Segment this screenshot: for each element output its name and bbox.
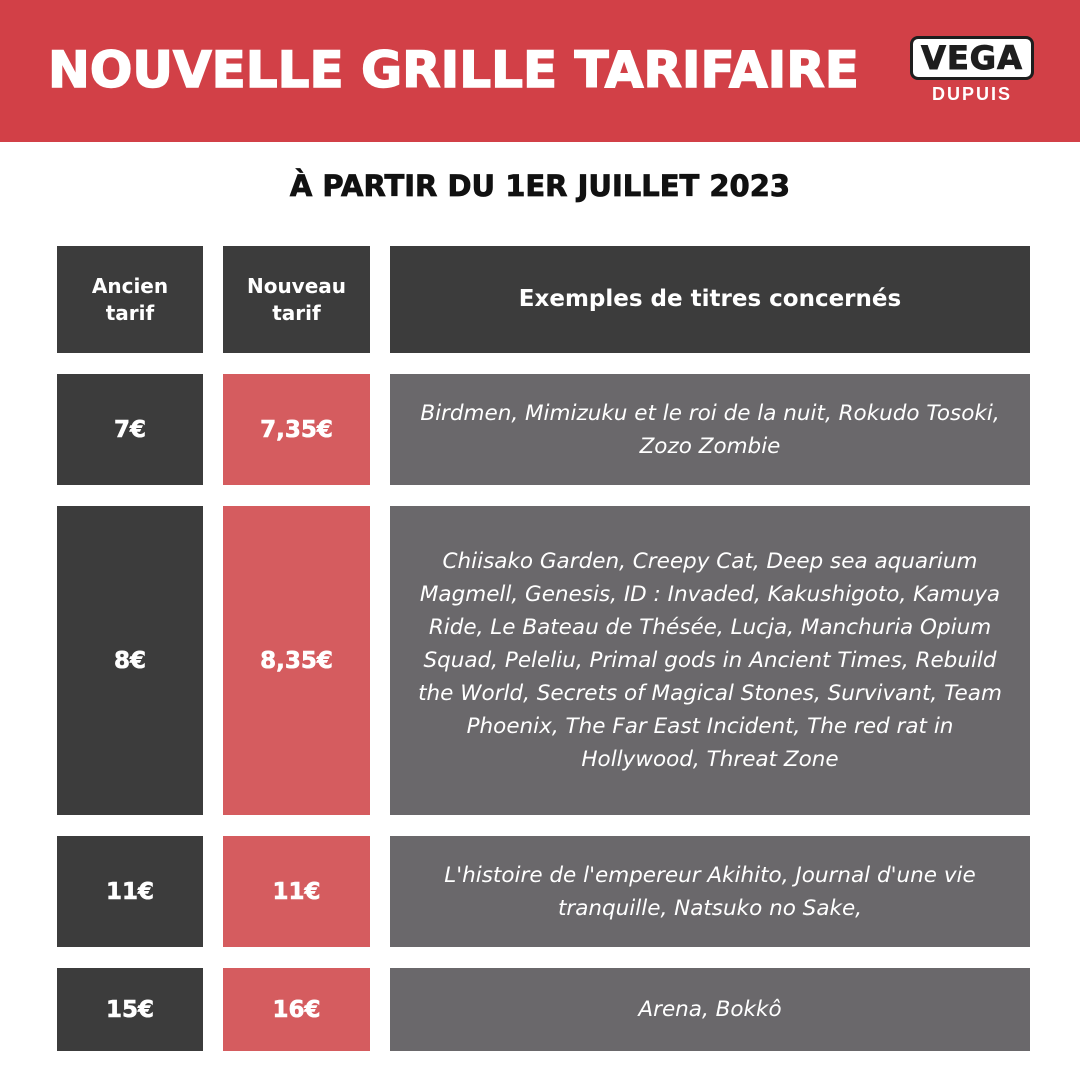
new-price-value: 16€ [272,996,321,1023]
logo-wordmark: VEGA [921,39,1023,77]
column-header-new-price-label: Nouveau tarif [246,273,347,325]
old-price-value: 11€ [105,878,154,905]
page-title: NOUVELLE GRILLE TARIFAIRE [48,41,859,99]
titles-text: L'histoire de l'empereur Akihito, Journal d'une vie tranquille, Natsuko no Sake, [444,862,976,921]
new-price-value: 7,35€ [260,416,333,443]
table-row-titles [390,836,1030,947]
titles-text: Birdmen, Mimizuku et le roi de la nuit, Rokudo Tosoki, Zozo Zombie [420,400,1000,459]
column-header-old-price-label: Ancien tarif [91,273,169,325]
table-row-old-price [57,374,203,485]
table-row-new-price [223,836,370,947]
header-banner [0,0,1080,142]
table-row-old-price [57,968,203,1051]
table-row-titles [390,506,1030,815]
table-row-titles [390,374,1030,485]
new-price-value: 8,35€ [260,647,333,674]
table-row-new-price [223,968,370,1051]
titles-text: Arena, Bokkô [638,997,782,1022]
column-header-old-price [57,246,203,353]
table-row-new-price [223,374,370,485]
table-row-old-price [57,836,203,947]
old-price-value: 8€ [113,647,146,674]
column-header-titles-label: Exemples de titres concernés [518,286,902,312]
column-header-titles [390,246,1030,353]
table-row-old-price [57,506,203,815]
column-header-new-price [223,246,370,353]
old-price-value: 7€ [113,416,146,443]
effective-date: À PARTIR DU 1ER JUILLET 2023 [289,169,791,203]
old-price-value: 15€ [105,996,154,1023]
table-row-new-price [223,506,370,815]
table-row-titles [390,968,1030,1051]
logo-subtitle: DUPUIS [931,84,1012,104]
vega-logo [910,36,1034,80]
new-price-value: 11€ [272,878,321,905]
titles-text: Chiisako Garden, Creepy Cat, Deep sea aquarium Magmell, Genesis, ID : Invaded, Kakushigoto, Kamuya Ride, Le Bateau de Thésée, Lucja, Manchuria Opium Squad, Peleliu, Primal gods in Ancient Times, Rebuild the World, Secrets of Magical Stones, Survivant, Team Phoenix, The Far East Incident, The red rat in Hollywood, Threat Zone [418,549,1002,772]
